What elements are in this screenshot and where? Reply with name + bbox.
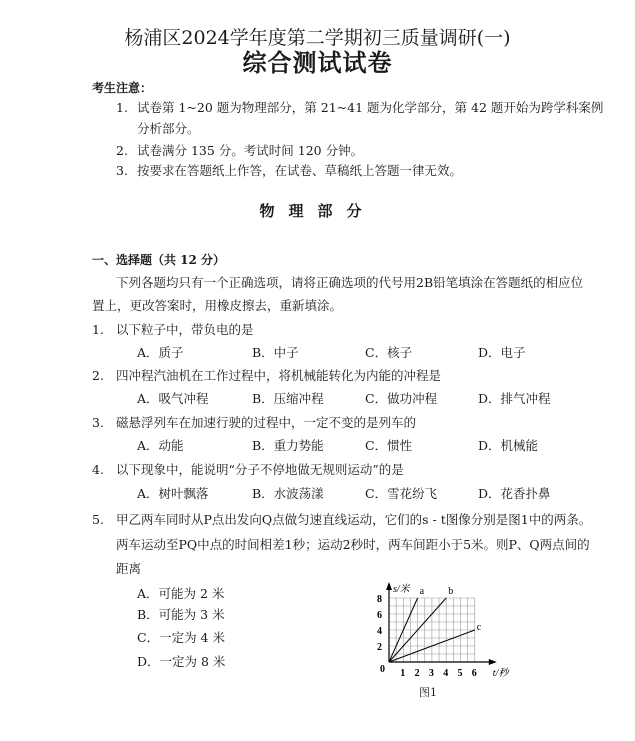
x-tick-label: 3: [428, 668, 434, 679]
section-intro-cont: 置上，更改答案时，用橡皮擦去，重新填涂。: [92, 298, 343, 313]
question-4-option-b: B．水波荡漾: [252, 486, 324, 501]
part-title: 物理部分: [259, 202, 376, 220]
exam-subtitle: 综合测试试卷: [242, 48, 393, 77]
question-2-option-d: D．排气冲程: [478, 391, 551, 406]
notice-item-text-cont: 分析部分。: [137, 121, 200, 136]
y-tick-label: 8: [377, 594, 382, 605]
question-1-option-a: A．质子: [137, 345, 184, 360]
x-tick-label: 6: [471, 668, 477, 679]
question-3-option-d: D．机械能: [478, 438, 539, 453]
notice-item-text: 按要求在答题纸上作答，在试卷、草稿纸上答题一律无效。: [137, 163, 463, 178]
question-3-option-b: B．重力势能: [252, 438, 324, 453]
series-label-c: c: [476, 622, 482, 633]
question-3-option-a: A．动能: [137, 438, 184, 453]
question-5-stem-cont: 距离: [116, 561, 142, 576]
x-tick-label: 2: [414, 668, 420, 679]
y-tick-label: 4: [377, 626, 382, 637]
y-axis-arrow: [386, 582, 392, 590]
question-5-option-b: B．可能为 3 米: [137, 607, 225, 622]
question-4-option-c: C．雪花纷飞: [365, 486, 438, 501]
question-4-stem: 以下现象中，能说明“分子不停地做无规则运动”的是: [116, 462, 404, 477]
notice-item-text: 试卷满分 135 分。考试时间 120 分钟。: [137, 143, 364, 158]
series-label-a: a: [419, 586, 425, 597]
question-5-option-a: A．可能为 2 米: [137, 586, 225, 601]
question-3-number: 3.: [92, 415, 104, 430]
figure-caption: 图1: [419, 686, 437, 699]
question-1-option-d: D．电子: [478, 345, 526, 360]
question-3-stem: 磁悬浮列车在加速行驶的过程中，一定不变的是列车的: [116, 415, 417, 430]
question-1-option-b: B．中子: [252, 345, 299, 360]
question-5-number: 5.: [92, 512, 104, 527]
question-5-stem: 甲乙两车同时从P点出发向Q点做匀速直线运动，它们的s - t图像分别是图1中的两条。: [116, 512, 592, 527]
question-1-stem: 以下粒子中，带负电的是: [116, 322, 254, 337]
question-4-option-d: D．花香扑鼻: [478, 486, 551, 501]
question-5-option-c: C．一定为 4 米: [137, 630, 225, 645]
question-5-option-d: D．一定为 8 米: [137, 654, 226, 669]
question-2-option-b: B．压缩冲程: [252, 391, 324, 406]
question-1-option-c: C．核子: [365, 345, 413, 360]
section-intro: 下列各题均只有一个正确选项，请将正确选项的代号用2B铅笔填涂在答题纸的相应位: [116, 275, 584, 290]
question-2-option-c: C．做功冲程: [365, 391, 438, 406]
question-2-number: 2.: [92, 368, 104, 383]
x-axis-label: t/秒: [492, 668, 509, 679]
series-label-b: b: [448, 586, 454, 597]
section-heading: 一、选择题（共 12 分）: [92, 253, 226, 267]
y-tick-label: 2: [377, 642, 382, 653]
question-4-option-a: A．树叶飘落: [137, 486, 209, 501]
x-tick-label: 1: [400, 668, 406, 679]
x-axis-arrow: [489, 659, 497, 665]
y-axis-label: s/米: [393, 584, 410, 595]
x-tick-label: 5: [457, 668, 463, 679]
notice-heading: 考生注意：: [92, 81, 153, 95]
question-4-number: 4.: [92, 462, 104, 477]
x-tick-label: 4: [443, 668, 449, 679]
exam-title: 杨浦区2024学年度第二学期初三质量调研(一): [124, 27, 511, 49]
origin-label: 0: [380, 664, 385, 675]
question-2-option-a: A．吸气冲程: [137, 391, 209, 406]
question-1-number: 1.: [92, 322, 104, 337]
notice-item-num: 1.: [116, 100, 128, 115]
y-tick-label: 6: [377, 610, 382, 621]
notice-item-num: 3.: [116, 163, 128, 178]
notice-item-num: 2.: [116, 143, 128, 158]
question-3-option-c: C．惯性: [365, 438, 413, 453]
question-2-stem: 四冲程汽油机在工作过程中，将机械能转化为内能的冲程是: [116, 368, 442, 383]
question-5-stem-cont: 两车运动至PQ中点的时间相差1秒；运动2秒时，两车间距小于5米。则P、Q两点间的: [116, 537, 590, 552]
notice-item-text: 试卷第 1~20 题为物理部分，第 21~41 题为化学部分，第 42 题开始为跨学科案例: [137, 100, 604, 115]
